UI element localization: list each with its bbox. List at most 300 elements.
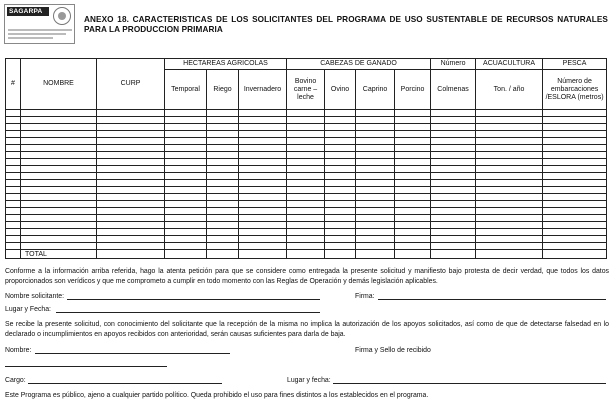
table-cell[interactable] — [21, 208, 97, 215]
table-cell[interactable] — [543, 131, 607, 138]
nombre-line-extra[interactable] — [5, 366, 167, 367]
total-cell[interactable] — [395, 250, 431, 259]
table-cell[interactable] — [239, 138, 287, 145]
table-cell[interactable] — [97, 159, 165, 166]
table-cell[interactable] — [287, 159, 325, 166]
table-cell[interactable] — [21, 236, 97, 243]
lugar-fecha-line[interactable] — [56, 312, 320, 313]
table-cell[interactable] — [6, 166, 21, 173]
table-cell[interactable] — [97, 236, 165, 243]
table-cell[interactable] — [165, 110, 207, 117]
table-cell[interactable] — [97, 110, 165, 117]
table-cell[interactable] — [165, 131, 207, 138]
table-cell[interactable] — [207, 124, 239, 131]
table-cell[interactable] — [287, 222, 325, 229]
table-cell[interactable] — [356, 201, 395, 208]
table-cell[interactable] — [239, 166, 287, 173]
table-cell[interactable] — [97, 229, 165, 236]
table-cell[interactable] — [476, 131, 543, 138]
table-cell[interactable] — [207, 215, 239, 222]
total-cell[interactable] — [356, 250, 395, 259]
table-cell[interactable] — [239, 229, 287, 236]
col-header-invernadero: Invernadero — [239, 70, 287, 110]
table-cell[interactable] — [165, 159, 207, 166]
table-cell[interactable] — [325, 131, 356, 138]
table-cell[interactable] — [543, 145, 607, 152]
table-cell[interactable] — [395, 222, 431, 229]
table-cell[interactable] — [97, 187, 165, 194]
table-cell[interactable] — [431, 208, 476, 215]
table-cell[interactable] — [395, 110, 431, 117]
group-header-cabezas: CABEZAS DE GANADO — [287, 59, 431, 70]
table-cell[interactable] — [543, 215, 607, 222]
table-cell[interactable] — [207, 243, 239, 250]
table-cell[interactable] — [6, 145, 21, 152]
table-cell — [6, 250, 21, 259]
table-cell[interactable] — [21, 201, 97, 208]
table-cell[interactable] — [97, 222, 165, 229]
table-cell[interactable] — [287, 243, 325, 250]
table-cell[interactable] — [239, 131, 287, 138]
table-cell[interactable] — [431, 222, 476, 229]
table-cell[interactable] — [356, 117, 395, 124]
table-row — [6, 187, 607, 194]
table-cell[interactable] — [395, 180, 431, 187]
table-row — [6, 145, 607, 152]
table-cell[interactable] — [325, 110, 356, 117]
table-cell[interactable] — [356, 215, 395, 222]
table-cell[interactable] — [6, 187, 21, 194]
table-cell[interactable] — [325, 117, 356, 124]
table-cell[interactable] — [287, 138, 325, 145]
table-row — [6, 222, 607, 229]
table-cell[interactable] — [431, 117, 476, 124]
table-cell[interactable] — [287, 173, 325, 180]
table-cell[interactable] — [476, 145, 543, 152]
table-cell[interactable] — [325, 236, 356, 243]
table-cell[interactable] — [543, 166, 607, 173]
table-cell[interactable] — [287, 208, 325, 215]
table-cell[interactable] — [356, 208, 395, 215]
table-cell[interactable] — [431, 243, 476, 250]
table-cell[interactable] — [543, 236, 607, 243]
nombre-solicitante-line[interactable] — [67, 299, 320, 300]
table-cell[interactable] — [543, 138, 607, 145]
table-cell[interactable] — [395, 131, 431, 138]
table-cell[interactable] — [325, 180, 356, 187]
table-cell[interactable] — [6, 222, 21, 229]
table-cell[interactable] — [6, 236, 21, 243]
table-cell[interactable] — [356, 236, 395, 243]
table-cell[interactable] — [6, 243, 21, 250]
table-cell[interactable] — [395, 194, 431, 201]
table-cell[interactable] — [239, 180, 287, 187]
table-cell[interactable] — [239, 159, 287, 166]
table-cell[interactable] — [431, 215, 476, 222]
logo-wordmark: SAGARPA — [7, 7, 49, 16]
table-cell[interactable] — [431, 201, 476, 208]
table-cell[interactable] — [97, 124, 165, 131]
table-cell[interactable] — [207, 159, 239, 166]
table-cell[interactable] — [395, 166, 431, 173]
table-cell[interactable] — [395, 173, 431, 180]
total-cell[interactable] — [97, 250, 165, 259]
table-cell[interactable] — [395, 201, 431, 208]
table-cell[interactable] — [476, 222, 543, 229]
table-row — [6, 201, 607, 208]
table-cell[interactable] — [431, 166, 476, 173]
lugar-fecha-2-line[interactable] — [333, 383, 606, 384]
table-cell[interactable] — [476, 166, 543, 173]
table-cell[interactable] — [325, 215, 356, 222]
table-cell[interactable] — [239, 152, 287, 159]
table-cell[interactable] — [165, 138, 207, 145]
table-cell[interactable] — [6, 152, 21, 159]
table-cell[interactable] — [325, 201, 356, 208]
table-cell[interactable] — [431, 152, 476, 159]
table-cell[interactable] — [431, 110, 476, 117]
table-cell[interactable] — [287, 124, 325, 131]
table-cell[interactable] — [287, 110, 325, 117]
table-cell[interactable] — [165, 117, 207, 124]
table-cell[interactable] — [165, 166, 207, 173]
table-cell[interactable] — [165, 243, 207, 250]
table-cell[interactable] — [287, 117, 325, 124]
table-cell[interactable] — [21, 173, 97, 180]
table-cell[interactable] — [239, 208, 287, 215]
table-cell[interactable] — [356, 159, 395, 166]
table-cell[interactable] — [207, 229, 239, 236]
table-cell[interactable] — [325, 124, 356, 131]
table-cell[interactable] — [165, 187, 207, 194]
table-cell[interactable] — [6, 173, 21, 180]
table-cell[interactable] — [207, 152, 239, 159]
table-row — [6, 215, 607, 222]
table-cell[interactable] — [476, 110, 543, 117]
table-cell[interactable] — [6, 138, 21, 145]
table-cell[interactable] — [543, 117, 607, 124]
table-cell[interactable] — [395, 124, 431, 131]
table-cell[interactable] — [287, 215, 325, 222]
table-cell[interactable] — [6, 208, 21, 215]
table-cell[interactable] — [165, 152, 207, 159]
table-row — [6, 131, 607, 138]
table-cell[interactable] — [97, 117, 165, 124]
table-cell[interactable] — [21, 152, 97, 159]
table-cell[interactable] — [395, 159, 431, 166]
table-cell[interactable] — [97, 131, 165, 138]
table-cell[interactable] — [325, 208, 356, 215]
table-cell[interactable] — [356, 152, 395, 159]
table-cell[interactable] — [431, 159, 476, 166]
table-cell[interactable] — [476, 194, 543, 201]
group-header-pesca: PESCA — [543, 59, 607, 70]
table-cell[interactable] — [165, 236, 207, 243]
table-cell[interactable] — [239, 145, 287, 152]
document-title: ANEXO 18. CARACTERISTICAS DE LOS SOLICITANTES DEL PROGRAMA DE USO SUSTENTABLE DE RECURSOS NATURALES PARA LA PRODUCCION PRIMARIA — [84, 15, 608, 34]
table-cell[interactable] — [325, 229, 356, 236]
table-cell[interactable] — [239, 243, 287, 250]
table-cell[interactable] — [97, 180, 165, 187]
table-cell[interactable] — [431, 229, 476, 236]
table-cell[interactable] — [21, 215, 97, 222]
table-cell[interactable] — [21, 117, 97, 124]
table-cell[interactable] — [165, 194, 207, 201]
table-cell[interactable] — [476, 138, 543, 145]
table-cell[interactable] — [356, 145, 395, 152]
table-cell[interactable] — [21, 229, 97, 236]
table-cell[interactable] — [431, 180, 476, 187]
table-cell[interactable] — [287, 236, 325, 243]
table-cell[interactable] — [431, 145, 476, 152]
table-cell[interactable] — [21, 222, 97, 229]
total-cell[interactable] — [325, 250, 356, 259]
total-cell[interactable] — [287, 250, 325, 259]
total-cell[interactable] — [476, 250, 543, 259]
table-cell[interactable] — [395, 187, 431, 194]
table-cell[interactable] — [476, 236, 543, 243]
table-cell[interactable] — [356, 187, 395, 194]
table-cell[interactable] — [476, 124, 543, 131]
total-cell[interactable] — [239, 250, 287, 259]
table-cell[interactable] — [165, 124, 207, 131]
table-cell[interactable] — [543, 208, 607, 215]
table-cell[interactable] — [325, 173, 356, 180]
table-cell[interactable] — [207, 208, 239, 215]
table-cell[interactable] — [356, 180, 395, 187]
table-cell[interactable] — [395, 145, 431, 152]
table-cell[interactable] — [207, 173, 239, 180]
table-cell[interactable] — [325, 222, 356, 229]
firma-line[interactable] — [378, 299, 606, 300]
table-cell[interactable] — [395, 138, 431, 145]
table-cell[interactable] — [6, 117, 21, 124]
table-cell[interactable] — [476, 159, 543, 166]
table-cell[interactable] — [207, 166, 239, 173]
table-cell[interactable] — [395, 243, 431, 250]
table-cell[interactable] — [6, 194, 21, 201]
table-cell[interactable] — [395, 152, 431, 159]
table-cell[interactable] — [543, 110, 607, 117]
table-cell[interactable] — [207, 117, 239, 124]
table-cell[interactable] — [207, 131, 239, 138]
table-cell[interactable] — [287, 166, 325, 173]
total-cell[interactable] — [165, 250, 207, 259]
table-cell[interactable] — [165, 222, 207, 229]
table-cell[interactable] — [207, 138, 239, 145]
table-cell[interactable] — [431, 124, 476, 131]
table-cell[interactable] — [21, 131, 97, 138]
table-cell[interactable] — [21, 124, 97, 131]
table-cell[interactable] — [287, 187, 325, 194]
table-cell[interactable] — [97, 173, 165, 180]
table-cell[interactable] — [97, 138, 165, 145]
table-cell[interactable] — [21, 110, 97, 117]
table-cell[interactable] — [431, 173, 476, 180]
table-cell[interactable] — [431, 138, 476, 145]
table-cell[interactable] — [356, 131, 395, 138]
table-cell[interactable] — [21, 243, 97, 250]
table-cell[interactable] — [6, 201, 21, 208]
table-cell[interactable] — [239, 110, 287, 117]
table-cell[interactable] — [207, 222, 239, 229]
table-cell[interactable] — [325, 243, 356, 250]
table-cell[interactable] — [239, 173, 287, 180]
table-cell[interactable] — [476, 187, 543, 194]
table-cell[interactable] — [21, 145, 97, 152]
table-cell[interactable] — [97, 208, 165, 215]
table-cell[interactable] — [476, 117, 543, 124]
table-cell[interactable] — [21, 166, 97, 173]
table-cell[interactable] — [239, 236, 287, 243]
table-cell[interactable] — [356, 166, 395, 173]
table-cell[interactable] — [6, 215, 21, 222]
table-cell[interactable] — [543, 180, 607, 187]
table-cell[interactable] — [431, 187, 476, 194]
table-cell[interactable] — [543, 173, 607, 180]
table-cell[interactable] — [325, 145, 356, 152]
table-cell[interactable] — [97, 152, 165, 159]
table-row — [6, 173, 607, 180]
table-cell[interactable] — [356, 222, 395, 229]
table-cell[interactable] — [21, 180, 97, 187]
table-cell[interactable] — [395, 236, 431, 243]
table-cell[interactable] — [476, 152, 543, 159]
table-cell[interactable] — [207, 201, 239, 208]
table-cell[interactable] — [395, 229, 431, 236]
table-cell[interactable] — [287, 194, 325, 201]
table-cell[interactable] — [325, 138, 356, 145]
table-cell[interactable] — [476, 229, 543, 236]
table-cell[interactable] — [165, 145, 207, 152]
table-cell[interactable] — [543, 187, 607, 194]
table-cell[interactable] — [543, 229, 607, 236]
table-cell[interactable] — [325, 152, 356, 159]
table-cell[interactable] — [207, 145, 239, 152]
table-cell[interactable] — [476, 208, 543, 215]
table-cell[interactable] — [6, 124, 21, 131]
table-cell[interactable] — [207, 180, 239, 187]
table-cell[interactable] — [6, 110, 21, 117]
table-cell[interactable] — [6, 229, 21, 236]
table-cell[interactable] — [165, 201, 207, 208]
table-cell[interactable] — [356, 173, 395, 180]
table-row — [6, 138, 607, 145]
lugar-fecha-2-label: Lugar y fecha: — [287, 377, 331, 384]
table-cell[interactable] — [543, 124, 607, 131]
table-cell[interactable] — [207, 236, 239, 243]
cargo-line[interactable] — [28, 383, 222, 384]
table-cell[interactable] — [21, 159, 97, 166]
table-cell[interactable] — [239, 117, 287, 124]
table-cell[interactable] — [207, 110, 239, 117]
table-cell[interactable] — [325, 166, 356, 173]
table-cell[interactable] — [325, 187, 356, 194]
table-cell[interactable] — [97, 194, 165, 201]
table-cell[interactable] — [97, 201, 165, 208]
table-cell[interactable] — [287, 131, 325, 138]
table-cell[interactable] — [6, 159, 21, 166]
table-cell[interactable] — [239, 201, 287, 208]
table-cell[interactable] — [287, 152, 325, 159]
table-cell[interactable] — [165, 180, 207, 187]
col-header-embarcaciones: Número de embarcaciones /ESLORA (metros) — [543, 70, 607, 110]
table-cell[interactable] — [207, 194, 239, 201]
table-row — [6, 194, 607, 201]
table-cell[interactable] — [476, 201, 543, 208]
table-cell[interactable] — [356, 194, 395, 201]
table-cell[interactable] — [21, 194, 97, 201]
table-cell[interactable] — [395, 117, 431, 124]
table-cell[interactable] — [356, 138, 395, 145]
table-cell[interactable] — [6, 131, 21, 138]
total-label: TOTAL — [21, 250, 97, 259]
table-cell[interactable] — [97, 215, 165, 222]
table-cell[interactable] — [325, 194, 356, 201]
table-cell[interactable] — [431, 131, 476, 138]
table-cell[interactable] — [6, 180, 21, 187]
table-cell[interactable] — [476, 180, 543, 187]
table-cell[interactable] — [287, 145, 325, 152]
table-cell[interactable] — [543, 243, 607, 250]
table-cell[interactable] — [239, 194, 287, 201]
table-cell[interactable] — [356, 243, 395, 250]
table-cell[interactable] — [97, 145, 165, 152]
table-cell[interactable] — [356, 229, 395, 236]
table-cell[interactable] — [476, 215, 543, 222]
table-cell[interactable] — [476, 243, 543, 250]
table-cell[interactable] — [395, 208, 431, 215]
table-cell[interactable] — [543, 194, 607, 201]
sagarpa-logo — [4, 4, 75, 44]
table-cell[interactable] — [356, 110, 395, 117]
table-cell[interactable] — [395, 215, 431, 222]
table-cell[interactable] — [287, 180, 325, 187]
table-cell[interactable] — [476, 173, 543, 180]
table-cell[interactable] — [165, 215, 207, 222]
table-cell[interactable] — [543, 201, 607, 208]
table-cell[interactable] — [325, 159, 356, 166]
table-cell[interactable] — [21, 138, 97, 145]
table-cell[interactable] — [21, 187, 97, 194]
table-cell[interactable] — [97, 243, 165, 250]
total-cell[interactable] — [207, 250, 239, 259]
table-cell[interactable] — [431, 236, 476, 243]
table-cell[interactable] — [97, 166, 165, 173]
nombre-line[interactable] — [35, 353, 230, 354]
table-cell[interactable] — [239, 187, 287, 194]
table-row — [6, 166, 607, 173]
table-cell[interactable] — [165, 208, 207, 215]
lugar-fecha-label: Lugar y Fecha: — [5, 306, 51, 313]
table-cell[interactable] — [287, 229, 325, 236]
table-cell[interactable] — [543, 152, 607, 159]
table-cell[interactable] — [207, 187, 239, 194]
table-cell[interactable] — [356, 124, 395, 131]
col-header-riego: Riego — [207, 70, 239, 110]
total-cell[interactable] — [543, 250, 607, 259]
total-cell[interactable] — [431, 250, 476, 259]
table-cell[interactable] — [543, 159, 607, 166]
table-cell[interactable] — [287, 201, 325, 208]
table-cell[interactable] — [165, 173, 207, 180]
table-cell[interactable] — [239, 222, 287, 229]
table-cell[interactable] — [543, 222, 607, 229]
table-cell[interactable] — [239, 215, 287, 222]
table-cell[interactable] — [239, 124, 287, 131]
table-cell[interactable] — [431, 194, 476, 201]
table-cell[interactable] — [165, 229, 207, 236]
